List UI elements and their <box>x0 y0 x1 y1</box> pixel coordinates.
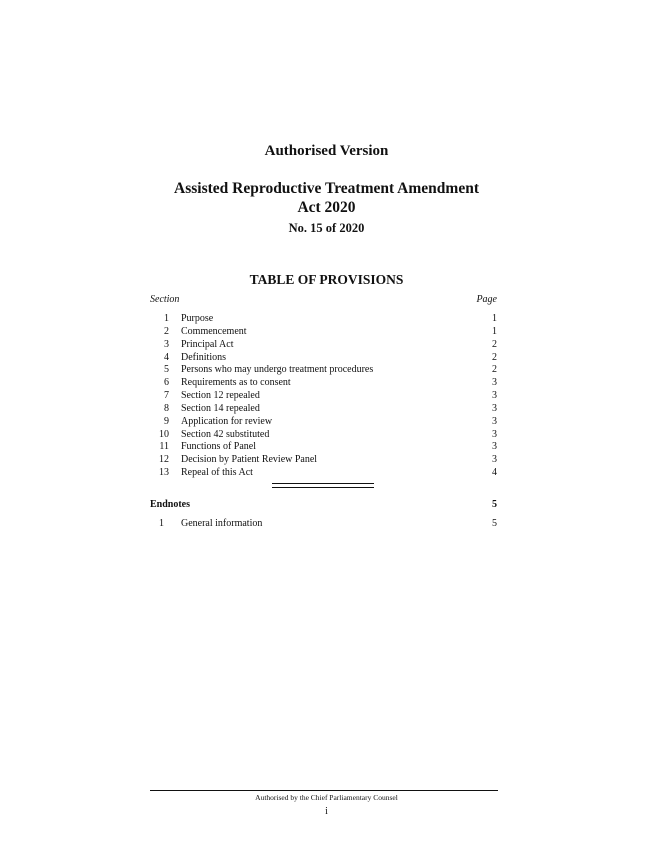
toc-row-number: 5 <box>164 364 169 376</box>
toc-row-title: Section 14 repealed <box>181 402 260 414</box>
toc-row-title: Principal Act <box>181 338 234 350</box>
toc-row-page: 4 <box>492 467 497 479</box>
toc-row[interactable] <box>150 313 497 326</box>
endnote-row-title: General information <box>181 518 263 529</box>
toc-row-page: 3 <box>492 441 497 453</box>
act-number: No. 15 of 2020 <box>288 221 365 235</box>
endnote-row-number: 1 <box>159 518 164 529</box>
toc-row-title: Application for review <box>181 415 273 427</box>
toc-row[interactable] <box>150 403 497 416</box>
toc-row-title: Purpose <box>181 313 214 324</box>
toc-row-title: Persons who may undergo treatment procedures <box>181 364 374 376</box>
toc-row-number: 8 <box>164 402 169 414</box>
toc-row-number: 7 <box>164 390 169 402</box>
toc-row-title: Section 12 repealed <box>181 390 260 402</box>
toc-row[interactable] <box>150 429 497 442</box>
endnote-row-page: 5 <box>492 518 497 529</box>
end-of-provisions-double-rule <box>272 483 374 488</box>
toc-row[interactable] <box>150 454 497 467</box>
toc-row-title: Definitions <box>181 351 226 363</box>
authorised-version-heading: Authorised Version <box>264 143 389 159</box>
toc-row-title: Decision by Patient Review Panel <box>181 454 318 466</box>
toc-row[interactable] <box>150 441 497 454</box>
toc-row-page: 3 <box>492 402 497 414</box>
toc-row-number: 11 <box>159 441 169 453</box>
endnotes-page: 5 <box>492 499 497 510</box>
toc-row-number: 3 <box>164 338 169 350</box>
toc-row-page: 2 <box>492 351 497 363</box>
endnotes-heading[interactable] <box>150 499 497 510</box>
toc-row[interactable] <box>150 326 497 339</box>
toc-row-page: 2 <box>492 338 497 350</box>
footer-page-number: i <box>325 806 328 817</box>
toc-row-page: 3 <box>492 428 497 440</box>
footer-rule <box>150 790 498 791</box>
toc-row-number: 4 <box>164 351 169 363</box>
toc-row[interactable] <box>150 352 497 365</box>
toc-row-title: Functions of Panel <box>181 441 256 453</box>
toc-row-page: 3 <box>492 415 497 427</box>
toc-title: TABLE OF PROVISIONS <box>249 272 404 287</box>
toc-row[interactable] <box>150 390 497 403</box>
toc-row-page: 3 <box>492 454 497 466</box>
toc-row-page: 2 <box>492 364 497 376</box>
toc-row-number: 9 <box>164 415 169 427</box>
endnotes-label: Endnotes <box>150 499 191 510</box>
toc-row[interactable] <box>150 377 497 390</box>
toc-row-number: 6 <box>164 377 169 389</box>
act-title-line-2: Act 2020 <box>297 199 356 216</box>
toc-row-title: Requirements as to consent <box>181 377 291 389</box>
toc-row-title: Repeal of this Act <box>181 467 253 479</box>
toc-row-number: 12 <box>159 454 169 466</box>
toc-row[interactable] <box>150 416 497 429</box>
act-title <box>0 179 653 217</box>
toc-row-page: 1 <box>492 313 497 324</box>
toc-row[interactable] <box>150 467 497 480</box>
toc-row-number: 13 <box>159 467 169 479</box>
toc-row-title: Section 42 substituted <box>181 428 270 440</box>
toc-row-page: 3 <box>492 377 497 389</box>
page-column-label: Page <box>476 294 497 305</box>
toc-row[interactable] <box>150 339 497 352</box>
toc-row-page: 3 <box>492 390 497 402</box>
toc-row-number: 1 <box>164 313 169 324</box>
toc-row[interactable] <box>150 364 497 377</box>
toc-row-page: 1 <box>492 325 497 337</box>
toc-row-number: 2 <box>164 325 169 337</box>
section-column-label: Section <box>150 294 180 305</box>
toc-row-title: Commencement <box>181 325 247 337</box>
footer-authorised-text: Authorised by the Chief Parliamentary Counsel <box>255 793 398 802</box>
act-title-line-1: Assisted Reproductive Treatment Amendment <box>174 180 479 197</box>
toc-row-number: 10 <box>159 428 169 440</box>
toc-list <box>150 313 497 480</box>
